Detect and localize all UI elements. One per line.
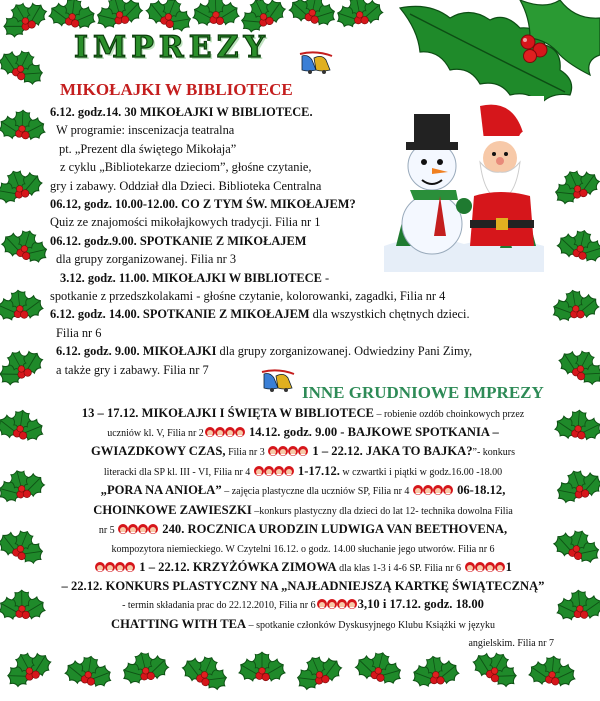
event-line: angielskim. Filia nr 7 (468, 638, 554, 650)
holly-leaf-icon (330, 0, 388, 34)
holly-leaf-icon (283, 0, 342, 32)
santa-face-icon (413, 484, 453, 502)
holly-leaf-icon (175, 647, 237, 698)
holly-leaf-icon (546, 161, 600, 213)
holly-leaf-icon (235, 652, 288, 685)
holly-leaf-icon (0, 340, 51, 394)
event-line: Quiz ze znajomości mikołajkowych tradycji. Filia nr 1 (50, 215, 321, 230)
holly-leaf-icon (0, 590, 49, 624)
holly-leaf-icon (0, 162, 49, 211)
holly-leaf-icon (550, 340, 600, 393)
event-line: – 22.12. KONKURS PLASTYCZNY NA „NAJŁADNIEJSZĄ KARTKĘ ŚWIĄTECZNĄ” (61, 579, 545, 594)
holly-leaf-icon (0, 41, 53, 94)
holly-leaf-icon (0, 407, 49, 447)
event-line: nr 5 240. ROCZNICA URODZIN LUDWIGA VAN BEETHOVENA, (46, 521, 560, 541)
event-line: 06.12. godz.9.00. SPOTKANIE Z MIKOŁAJEM (50, 233, 307, 248)
event-line: 6.12. godz.14. 30 MIKOŁAJKI W BIBLIOTECE. (50, 105, 313, 119)
holly-leaf-icon (115, 646, 174, 691)
holly-leaf-icon (288, 647, 350, 698)
holly-leaf-icon (546, 286, 600, 328)
santa-face-icon (254, 465, 294, 483)
santa-face-icon (317, 598, 357, 616)
holly-leaf-icon (0, 109, 50, 145)
santa-face-icon (118, 523, 158, 541)
page-title: IMPREZY (74, 30, 270, 65)
holly-leaf-icon (0, 522, 52, 572)
santa-face-icon (95, 561, 135, 579)
event-line: 13 – 17.12. MIKOŁAJKI I ŚWIĘTA W BIBLIOTECE – robienie ozdób choinkowych przez (81, 406, 525, 420)
holly-leaf-icon (0, 0, 55, 47)
event-line: CHATTING WITH TEA – spotkanie członków Dyskusyjnego Klubu Książki w języku (111, 616, 495, 631)
bell-icon (296, 50, 336, 80)
santa-face-icon (268, 445, 308, 463)
holly-leaf-icon (0, 287, 48, 325)
big-holly-icon (400, 0, 600, 105)
event-line: 1 – 22.12. KRZYŻÓWKA ZIMOWA dla klas 1-3 i 4-6 SP. Filia nr 6 1 (46, 559, 560, 579)
holly-leaf-icon (551, 225, 600, 269)
holly-leaf-icon (349, 646, 408, 691)
event-line: 06.12, godz. 10.00-12.00. CO Z TYM ŚW. MIKOŁAJEM? (50, 197, 356, 212)
event-line: - termin składania prac do 22.12.2010, Filia nr 6 3,10 i 17.12. godz. 18.00 (46, 596, 560, 616)
event-line: literacki dla SP kl. III - VI, Filia nr 4 1-17.12. w czwartki i piątki w godz.16.00 -18.00 (46, 463, 560, 483)
holly-leaf-icon (524, 654, 580, 691)
holly-leaf-icon (0, 464, 51, 510)
event-line: uczniów kl. V, Filia nr 2 14.12. godz. 9.00 - BAJKOWE SPOTKANIA – (46, 424, 560, 444)
event-line: kompozytora niemieckiego. W Czytelni 16.12. o godz. 14.00 słuchanie jego utworów. Filia nr 6 (111, 544, 495, 556)
event-line: z cyklu „Bibliotekarze dzieciom”, głośne czytanie, (60, 160, 312, 175)
event-line: „PORA NA ANIOŁA” – zajęcia plastyczne dla uczniów SP, Filia nr 4 06-18.12, (46, 482, 560, 502)
event-line: 6.12. godz. 14.00. SPOTKANIE Z MIKOŁAJEM dla wszystkich chętnych dzieci. (50, 307, 470, 322)
event-line: gry i zabawy. Oddział dla Dzieci. Biblioteka Centralna (50, 178, 322, 193)
holly-leaf-icon (60, 652, 118, 693)
event-line: Filia nr 6 (56, 325, 102, 340)
other-events (46, 405, 560, 653)
santa-face-icon (205, 426, 245, 444)
section-heading-inne: INNE GRUDNIOWE IMPREZY (302, 383, 544, 402)
event-line: GWIAZDKOWY CZAS, Filia nr 3 1 – 22.12. JAKA TO BAJKA?”- konkurs (46, 443, 560, 463)
holly-leaf-icon (0, 223, 55, 270)
event-line: 6.12. godz. 9.00. MIKOŁAJKI dla grupy zorganizowanej. Odwiedziny Pani Zimy, (56, 344, 473, 359)
mikolajki-events (50, 103, 550, 379)
section-heading-mikolajki: MIKOŁAJKI W BIBLIOTECE (60, 80, 293, 99)
santa-face-icon (465, 561, 505, 579)
event-line: CHOINKOWE ZAWIESZKI –konkurs plastyczny dla dzieci do lat 12- technika dowolna Filia (93, 502, 513, 517)
holly-leaf-icon (189, 0, 243, 30)
event-line: a także gry i zabawy. Filia nr 7 (56, 362, 209, 377)
event-line: dla grupy zorganizowanej. Filia nr 3 (56, 252, 237, 267)
event-line: W programie: inscenizacja teatralna (56, 123, 235, 138)
event-line: pt. „Prezent dla świętego Mikołaja” (59, 141, 237, 156)
holly-leaf-icon (407, 652, 465, 693)
event-line: 3.12. godz. 11.00. MIKOŁAJKI W BIBLIOTECE - (60, 270, 330, 285)
event-line: spotkanie z przedszkolakami - głośne czytanie, kolorowanki, zagadki, Filia nr 4 (50, 289, 446, 304)
